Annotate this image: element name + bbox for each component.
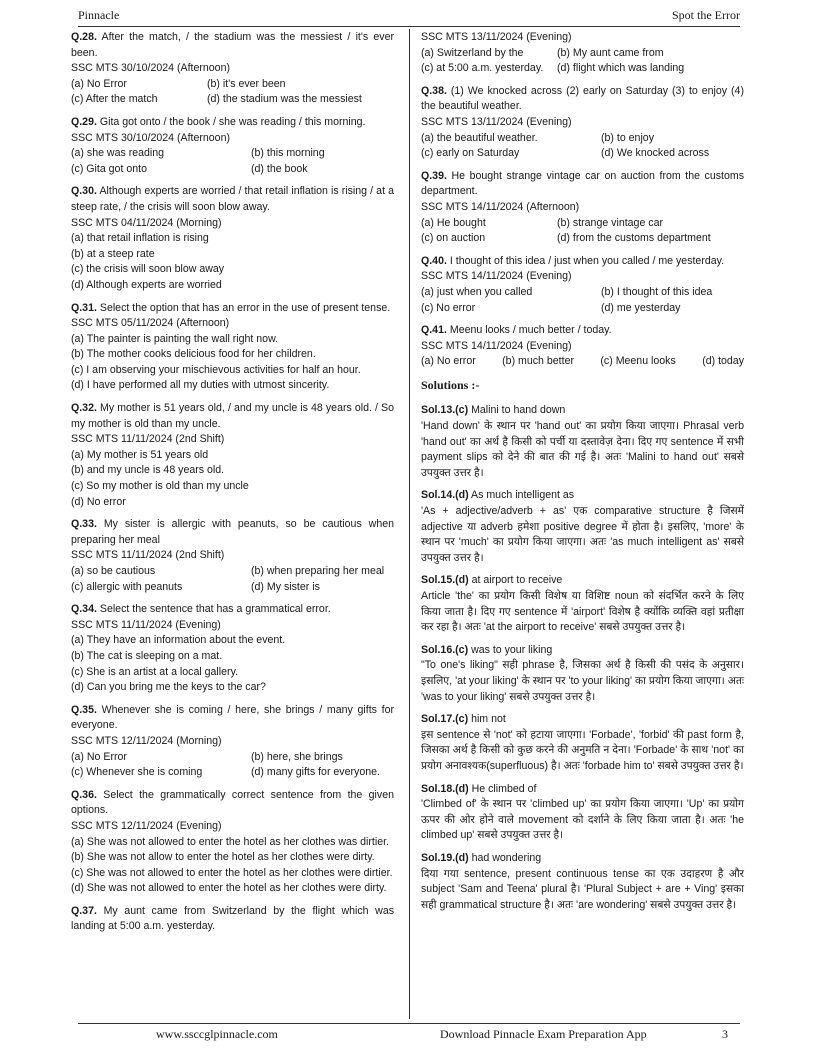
question-number: Q.36. <box>71 788 97 801</box>
option-item: (c) on auction <box>421 232 486 245</box>
question-number: Q.28. <box>71 31 97 43</box>
option-item: (a) No error <box>421 355 476 368</box>
question-block <box>71 30 394 108</box>
solution-explanation: दिया गया sentence, present continuous tense का एक उदाहरण है और subject 'Sam and Teena' plural है। 'Plural Subject + are + Ving' इसका सही grammatical structure है। अतः 'are wondering' सबसे उपयुक्त उत्तर है। <box>421 867 744 911</box>
option-item: (a) The painter is painting the wall right now. <box>71 332 279 345</box>
options-list <box>421 216 744 247</box>
question-stem: After the match, / the stadium was the messiest / it's ever been. <box>71 31 394 59</box>
question-block <box>421 323 744 370</box>
question-block <box>71 788 394 897</box>
page-header <box>78 8 740 27</box>
option-item: (a) They have an information about the event. <box>71 634 286 647</box>
question-text <box>421 169 744 200</box>
question-stem: I thought of this idea / just when you called / me yesterday. <box>449 254 725 267</box>
option-item: (b) strange vintage car <box>557 216 663 229</box>
solution-block <box>421 403 744 481</box>
option-item: (d) I have performed all my duties with utmost sincerity. <box>71 379 330 392</box>
options-list <box>71 146 394 177</box>
options-list <box>71 835 394 897</box>
option-item: (d) Although experts are worried <box>71 278 222 291</box>
solution-explanation: इस sentence से 'not' को हटाया जाएगा। 'Forbade', 'forbid' की past form है, जिसका अर्थ है किसी को कुछ करने की अनुमति न देना। 'Forbade' के साथ 'not' का प्रयोग अनावश्यक(superfluous) है। अतः 'forbade him to' सबसे उपयुक्त उत्तर है। <box>421 728 744 772</box>
solution-block <box>421 643 744 705</box>
solution-block <box>421 573 744 635</box>
page-footer <box>78 1023 740 1042</box>
options-list <box>421 285 744 316</box>
solution-header <box>421 488 744 504</box>
option-item: (a) that retail inflation is rising <box>71 232 209 245</box>
option-item: (a) Switzerland by the <box>421 46 524 59</box>
option-item: (d) the stadium was the messiest <box>207 93 362 106</box>
solution-header <box>421 851 744 867</box>
option-item: (c) Meenu looks <box>600 355 676 368</box>
question-text <box>71 30 394 61</box>
exam-source: SSC MTS 13/11/2024 (Evening) <box>421 115 572 128</box>
option-item: (d) Can you bring me the keys to the car? <box>71 681 266 694</box>
solution-header <box>421 643 744 659</box>
question-block <box>71 184 394 293</box>
question-number: Q.41. <box>421 324 447 337</box>
solution-answer: He climbed of <box>471 782 537 795</box>
solution-answer: As much intelligent as <box>471 489 575 502</box>
solution-number: Sol.18.(d) <box>421 782 469 795</box>
question-text <box>71 904 394 935</box>
question-number: Q.39. <box>421 169 447 182</box>
options-list <box>71 77 394 108</box>
option-item: (a) so be cautious <box>71 565 156 577</box>
option-item: (c) Gita got onto <box>71 162 147 175</box>
exam-source: SSC MTS 14/11/2024 (Evening) <box>421 270 572 283</box>
options-list <box>71 564 394 595</box>
question-block <box>71 401 394 510</box>
options-list <box>421 46 744 77</box>
options-list <box>421 131 744 162</box>
question-stem: My aunt came from Switzerland by the flight which was landing at 5:00 a.m. yesterday. <box>71 904 395 933</box>
option-item: (b) at a steep rate <box>71 247 155 260</box>
solution-number: Sol.15.(d) <box>421 574 469 587</box>
option-item: (a) He bought <box>421 216 486 229</box>
option-item: (b) She was not allow to enter the hotel as her clothes were dirty. <box>71 851 375 864</box>
solution-answer: was to your liking <box>471 643 553 656</box>
question-stem: My mother is 51 years old, / and my uncle is 48 years old. / So my mother is old than my uncle. <box>71 402 394 430</box>
option-item: (c) No error <box>421 301 476 314</box>
question-block <box>71 703 394 781</box>
question-text <box>71 602 394 618</box>
exam-source: SSC MTS 30/10/2024 (Afternoon) <box>71 62 230 75</box>
question-stem: Select the sentence that has a grammatical error. <box>99 603 331 616</box>
question-number: Q.32. <box>71 402 97 415</box>
solution-header <box>421 573 744 589</box>
footer-app: Download Pinnacle Exam Preparation App <box>440 1027 647 1041</box>
option-item: (d) My sister is <box>251 580 320 593</box>
question-text <box>71 517 394 548</box>
question-stem: (1) We knocked across (2) early on Saturday (3) to enjoy (4) the beautiful weather. <box>421 84 744 113</box>
question-stem: Whenever she is coming / here, she brings / many gifts for everyone. <box>71 703 394 732</box>
question-number: Q.37. <box>71 904 97 917</box>
options-list <box>71 633 394 695</box>
option-item: (b) The mother cooks delicious food for her children. <box>71 348 316 361</box>
solution-header <box>421 712 744 728</box>
question-text <box>71 301 394 317</box>
option-item: (c) early on Saturday <box>421 147 520 160</box>
question-number: Q.29. <box>71 115 97 128</box>
solution-block <box>421 712 744 774</box>
option-item: (d) No error <box>71 495 126 508</box>
options-list <box>71 750 394 781</box>
option-item: (c) Whenever she is coming <box>71 766 203 779</box>
exam-source: SSC MTS 12/11/2024 (Morning) <box>71 734 222 747</box>
solution-block <box>421 782 744 844</box>
option-item: (a) just when you called <box>421 285 533 298</box>
question-stem: Although experts are worried / that retail inflation is rising / at a steep rate, / the crisis will soon blow away. <box>71 185 395 213</box>
question-block <box>71 602 394 696</box>
question-block <box>421 30 744 77</box>
option-item: (d) me yesterday <box>601 301 681 314</box>
option-item: (b) this morning <box>251 147 325 160</box>
solution-answer: him not <box>471 713 506 726</box>
option-item: (d) today <box>702 355 744 368</box>
option-item: (d) from the customs department <box>557 232 711 245</box>
question-stem: Gita got onto / the book / she was reading / this morning. <box>99 115 366 128</box>
solution-number: Sol.17.(c) <box>421 713 469 726</box>
question-text <box>71 115 394 131</box>
solution-answer: had wondering <box>471 851 542 864</box>
solution-explanation: 'Hand down' के स्थान पर 'hand out' का प्रयोग किया जाएगा। Phrasal verb 'hand out' का अर्थ है किसी को पर्ची या दस्तावेज़ देना। दिए गए sentence में सभी payment slips को देने की बात की गई है। अतः 'Malini to hand out' सबसे उपयुक्त उत्तर है। <box>421 420 744 479</box>
footer-website[interactable]: www.ssccglpinnacle.com <box>156 1027 278 1041</box>
question-text <box>71 184 394 215</box>
exam-source: SSC MTS 30/10/2024 (Afternoon) <box>71 131 230 144</box>
page-number: 3 <box>722 1027 728 1041</box>
left-column <box>71 30 394 942</box>
question-stem: He bought strange vintage car on auction from the customs department. <box>421 169 744 198</box>
solution-block <box>421 851 744 913</box>
question-number: Q.30. <box>71 185 97 198</box>
options-list <box>71 332 394 394</box>
solutions-heading: Solutions :- <box>421 377 480 392</box>
header-right: Spot the Error <box>672 8 740 22</box>
solution-number: Sol.19.(d) <box>421 851 469 864</box>
option-item: (c) She was not allowed to enter the hotel as her clothes were dirtier. <box>71 866 393 879</box>
question-text <box>71 401 394 432</box>
solution-explanation: "To one's liking" सही phrase है, जिसका अर्थ है किसी की पसंद के अनुसार। इसलिए, 'at your liking' के स्थान पर 'to your liking' का प्रयोग किया जाएगा। अतः 'was to your liking' सबसे उपयुक्त उत्तर है। <box>421 659 744 703</box>
exam-source: SSC MTS 11/11/2024 (2nd Shift) <box>71 549 225 562</box>
option-item: (c) I am observing your mischievous activities for half an hour. <box>71 363 361 376</box>
question-stem: Meenu looks / much better / today. <box>449 324 612 337</box>
question-number: Q.35. <box>71 703 97 716</box>
option-item: (c) So my mother is old than my uncle <box>71 480 249 493</box>
option-item: (b) here, she brings <box>251 750 343 763</box>
question-stem: Select the grammatically correct sentence from the given options. <box>71 788 394 817</box>
question-block <box>421 254 744 316</box>
solution-explanation: 'As + adjective/adverb + as' एक comparative structure है जिसमें adjective या adverb हमेशा positive degree में होता है। इसलिए, 'more' के स्थान पर 'much' का प्रयोग किया जाएगा। अतः 'as much intelligent as' सबसे उपयुक्त उत्तर है। <box>421 505 744 564</box>
option-item: (b) My aunt came from <box>557 46 664 59</box>
exam-source: SSC MTS 11/11/2024 (Evening) <box>71 618 221 631</box>
options-list <box>421 354 744 370</box>
option-item: (b) The cat is sleeping on a mat. <box>71 649 223 662</box>
question-block <box>71 904 394 935</box>
solution-answer: at airport to receive <box>471 574 563 587</box>
option-item: (b) to enjoy <box>601 131 654 144</box>
exam-source: SSC MTS 04/11/2024 (Morning) <box>71 216 222 229</box>
question-text <box>421 84 744 115</box>
question-block <box>71 115 394 177</box>
solution-header <box>421 403 744 419</box>
header-left: Pinnacle <box>78 8 120 22</box>
question-text <box>71 788 394 819</box>
question-block <box>71 301 394 395</box>
solution-explanation: Article 'the' का प्रयोग किसी विशेष या विशिष्ट noun को संदर्भित करने के लिए किया जाता है। दिए गए sentence में 'airport' विशेष है क्योंकि व्यक्ति वहां प्रतीक्षा कर रहा है। अतः 'at the airport to receive' सबसे उपयुक्त उत्तर है। <box>421 590 744 634</box>
option-item: (a) She was not allowed to enter the hotel as her clothes was dirtier. <box>71 835 389 848</box>
exam-source: SSC MTS 14/11/2024 (Afternoon) <box>421 200 580 213</box>
option-item: (d) She was not allowed to enter the hotel as her clothes were dirty. <box>71 882 387 895</box>
option-item: (a) the beautiful weather. <box>421 131 538 144</box>
option-item: (b) when preparing her meal <box>251 565 385 577</box>
solution-number: Sol.13.(c) <box>421 404 469 417</box>
option-item: (c) at 5:00 a.m. yesterday. <box>421 62 544 75</box>
option-item: (c) the crisis will soon blow away <box>71 263 225 276</box>
solution-header <box>421 782 744 798</box>
exam-source: SSC MTS 12/11/2024 (Evening) <box>71 819 222 832</box>
option-item: (a) No Error <box>71 750 127 763</box>
option-item: (b) and my uncle is 48 years old. <box>71 464 225 477</box>
option-item: (c) After the match <box>71 93 158 106</box>
exam-source: SSC MTS 05/11/2024 (Afternoon) <box>71 317 230 330</box>
exam-source: SSC MTS 11/11/2024 (2nd Shift) <box>71 433 225 446</box>
question-stem: My sister is allergic with peanuts, so be cautious when preparing her meal <box>71 518 394 546</box>
solution-explanation: 'Climbed of' के स्थान पर 'climbed up' का प्रयोग किया जाएगा। 'Up' का प्रयोग ऊपर की ओर होने वाले movement को दर्शाने के लिए किया जाता है। अतः 'he climbed up' सबसे उपयुक्त उत्तर है। <box>421 798 744 842</box>
column-divider <box>409 29 410 1019</box>
options-list <box>71 231 394 293</box>
option-item: (a) she was reading <box>71 147 165 160</box>
question-block <box>71 517 394 595</box>
solution-number: Sol.16.(c) <box>421 643 469 656</box>
question-number: Q.33. <box>71 518 97 531</box>
question-text <box>421 323 744 339</box>
option-item: (b) much better <box>502 355 574 368</box>
question-block <box>421 169 744 247</box>
solution-number: Sol.14.(d) <box>421 489 469 502</box>
option-item: (c) She is an artist at a local gallery. <box>71 665 239 678</box>
question-stem: Select the option that has an error in the use of present tense. <box>99 301 391 314</box>
option-item: (b) it's ever been <box>207 77 286 90</box>
option-item: (b) I thought of this idea <box>601 285 713 298</box>
question-block <box>421 84 744 162</box>
option-item: (d) many gifts for everyone. <box>251 766 380 779</box>
options-list <box>71 448 394 510</box>
solution-block <box>421 488 744 566</box>
question-number: Q.31. <box>71 301 97 314</box>
exam-source: SSC MTS 14/11/2024 (Evening) <box>421 339 572 352</box>
option-item: (d) the book <box>251 162 308 175</box>
option-item: (a) No Error <box>71 77 127 90</box>
question-text <box>71 703 394 734</box>
option-item: (c) allergic with peanuts <box>71 580 183 593</box>
question-number: Q.40. <box>421 254 447 267</box>
option-item: (d) We knocked across <box>601 147 710 160</box>
option-item: (d) flight which was landing <box>557 62 685 75</box>
option-item: (a) My mother is 51 years old <box>71 448 209 461</box>
exam-source: SSC MTS 13/11/2024 (Evening) <box>421 31 572 43</box>
question-number: Q.38. <box>421 84 447 97</box>
right-column <box>421 30 744 920</box>
question-number: Q.34. <box>71 603 97 616</box>
question-text <box>421 254 744 270</box>
solution-answer: Malini to hand down <box>471 404 566 417</box>
